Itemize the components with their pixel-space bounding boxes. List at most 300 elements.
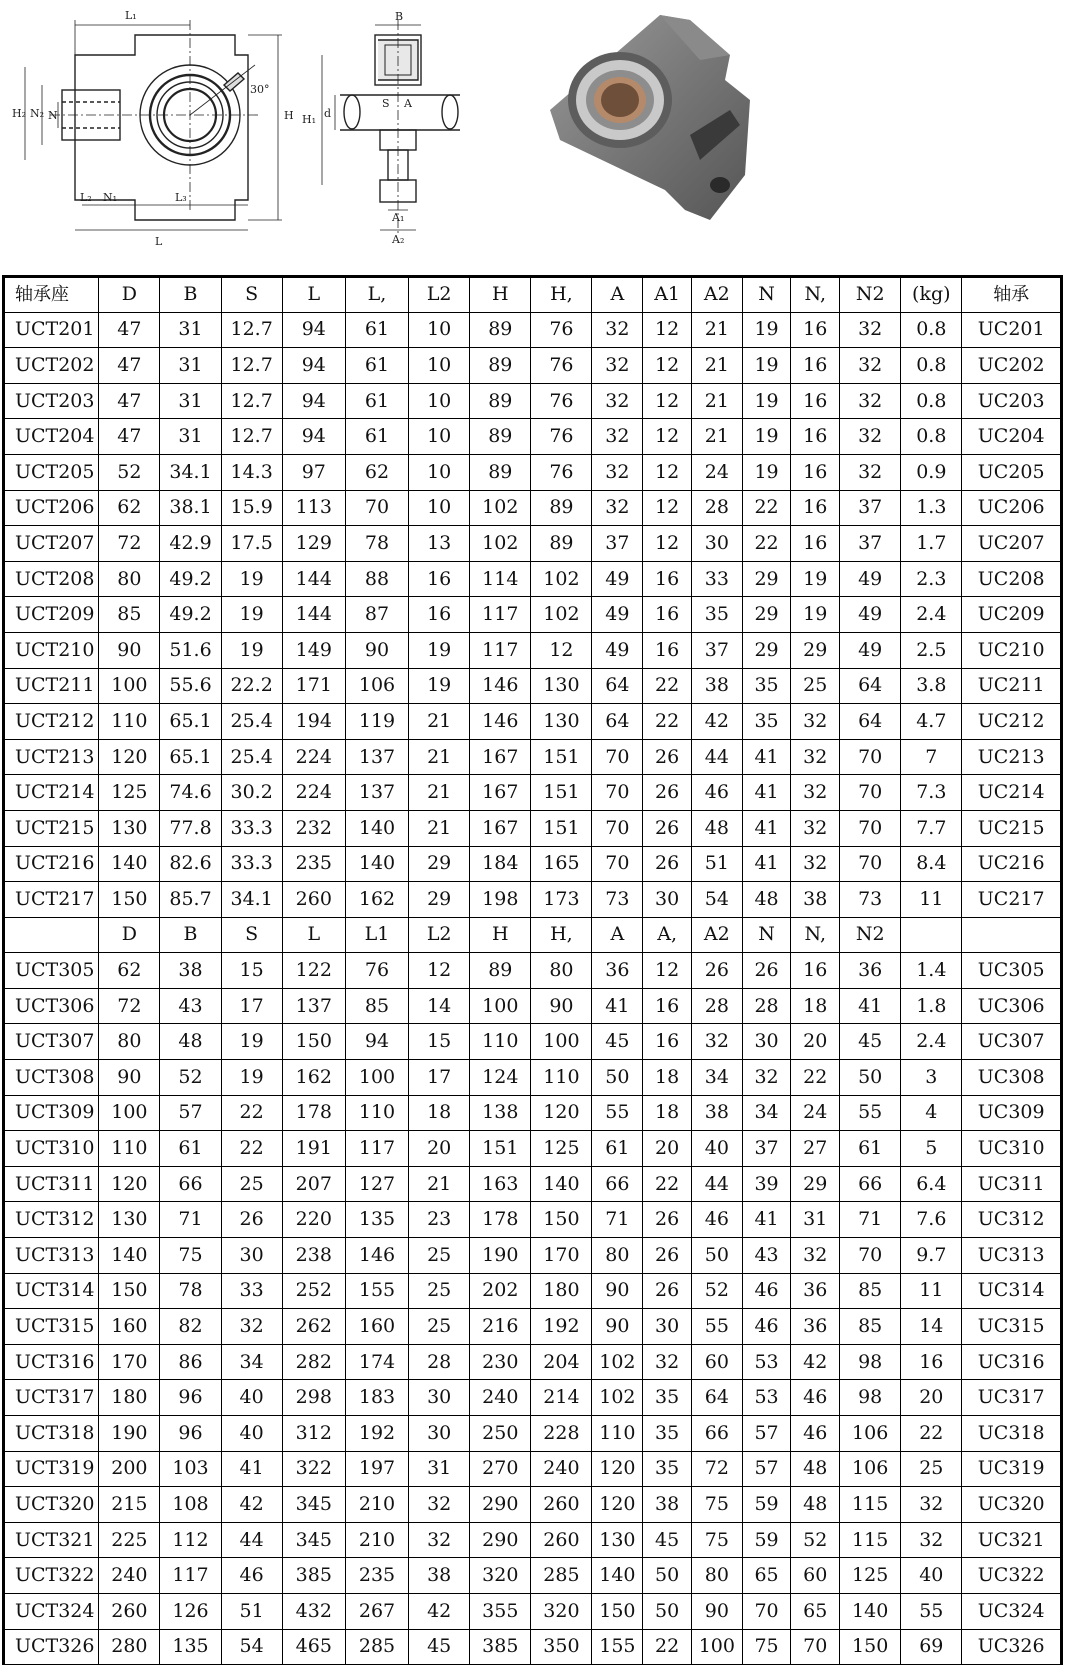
table-cell: 11 bbox=[901, 882, 962, 918]
table-cell: 16 bbox=[791, 348, 840, 384]
table-cell: 61 bbox=[345, 383, 408, 419]
table-cell: 72 bbox=[99, 526, 160, 562]
table-cell: 55 bbox=[592, 1095, 643, 1131]
table-cell: 4 bbox=[901, 1095, 962, 1131]
table-cell: 30 bbox=[409, 1380, 470, 1416]
header-cell: N2 bbox=[840, 277, 901, 313]
table-cell: UC217 bbox=[962, 882, 1062, 918]
table-cell: 85 bbox=[99, 597, 160, 633]
table-cell: 20 bbox=[791, 1024, 840, 1060]
table-cell: 110 bbox=[99, 1131, 160, 1167]
table-cell: 52 bbox=[99, 454, 160, 490]
table-cell: UC210 bbox=[962, 632, 1062, 668]
table-row bbox=[4, 988, 1062, 1024]
table-cell: 21 bbox=[691, 312, 742, 348]
table-cell: 151 bbox=[531, 775, 592, 811]
table-cell: 21 bbox=[409, 810, 470, 846]
table-cell: 10 bbox=[409, 419, 470, 455]
table-cell: 24 bbox=[791, 1095, 840, 1131]
table-cell: 94 bbox=[282, 348, 345, 384]
table-cell: 191 bbox=[282, 1131, 345, 1167]
table-cell: 19 bbox=[221, 561, 282, 597]
table-cell: 74.6 bbox=[160, 775, 221, 811]
table-cell: UC326 bbox=[962, 1629, 1062, 1665]
table-cell: 89 bbox=[470, 312, 531, 348]
table-cell: 12 bbox=[643, 419, 692, 455]
table-cell: 60 bbox=[791, 1558, 840, 1594]
table-row bbox=[4, 348, 1062, 384]
table-cell: UCT211 bbox=[4, 668, 99, 704]
table-cell: 345 bbox=[282, 1522, 345, 1558]
table-cell: 21 bbox=[409, 739, 470, 775]
table-cell: 82.6 bbox=[160, 846, 221, 882]
table-row bbox=[4, 810, 1062, 846]
table-cell: 129 bbox=[282, 526, 345, 562]
table-cell: 34.1 bbox=[221, 882, 282, 918]
table-cell: 165 bbox=[531, 846, 592, 882]
table-cell: 49.2 bbox=[160, 597, 221, 633]
table-cell: 14 bbox=[409, 988, 470, 1024]
table-cell: 7.3 bbox=[901, 775, 962, 811]
table-cell: 33.3 bbox=[221, 846, 282, 882]
table-cell: 280 bbox=[99, 1629, 160, 1665]
table-cell: 49 bbox=[592, 561, 643, 597]
table-cell: 32 bbox=[592, 383, 643, 419]
table-cell: 150 bbox=[840, 1629, 901, 1665]
table-cell: 40 bbox=[901, 1558, 962, 1594]
table-cell: 32 bbox=[901, 1487, 962, 1523]
table-cell: UCT320 bbox=[4, 1487, 99, 1523]
table-cell: 19 bbox=[221, 1024, 282, 1060]
table-cell: 130 bbox=[99, 1202, 160, 1238]
table-cell: 32 bbox=[592, 348, 643, 384]
table-cell: 125 bbox=[531, 1131, 592, 1167]
table-cell: 42 bbox=[791, 1344, 840, 1380]
header-cell: L bbox=[282, 277, 345, 313]
table-cell: 32 bbox=[791, 704, 840, 740]
table-row bbox=[4, 1416, 1062, 1452]
table-cell: 76 bbox=[531, 419, 592, 455]
label-H2: H₂ bbox=[12, 107, 27, 120]
table-cell: 76 bbox=[531, 383, 592, 419]
table-cell: 49 bbox=[840, 597, 901, 633]
table-cell: 61 bbox=[345, 419, 408, 455]
table-cell: 137 bbox=[345, 775, 408, 811]
table-cell: 22 bbox=[791, 1060, 840, 1096]
table-cell: 75 bbox=[742, 1629, 791, 1665]
table-cell: 224 bbox=[282, 775, 345, 811]
table-cell: 12 bbox=[643, 953, 692, 989]
table-cell: 33 bbox=[221, 1273, 282, 1309]
table-cell: UCT203 bbox=[4, 383, 99, 419]
table-row bbox=[4, 1024, 1062, 1060]
table-cell: 1.8 bbox=[901, 988, 962, 1024]
label-d: d bbox=[324, 107, 332, 120]
table-cell: 30 bbox=[742, 1024, 791, 1060]
table-cell: 66 bbox=[160, 1166, 221, 1202]
table-cell: 32 bbox=[409, 1522, 470, 1558]
table-cell: 36 bbox=[592, 953, 643, 989]
table-cell: 2.5 bbox=[901, 632, 962, 668]
table-cell: 32 bbox=[643, 1344, 692, 1380]
table-cell: UC321 bbox=[962, 1522, 1062, 1558]
table-cell: UC213 bbox=[962, 739, 1062, 775]
label-N1: N₁ bbox=[103, 191, 118, 204]
table-row bbox=[4, 1273, 1062, 1309]
table-cell: 140 bbox=[531, 1166, 592, 1202]
table-cell: 140 bbox=[345, 846, 408, 882]
table-cell: 32 bbox=[791, 739, 840, 775]
table-cell: 70 bbox=[592, 775, 643, 811]
table-cell: 75 bbox=[691, 1522, 742, 1558]
table-cell: 8.4 bbox=[901, 846, 962, 882]
table-cell: 42 bbox=[409, 1593, 470, 1629]
header-cell: N bbox=[742, 277, 791, 313]
table-cell: UCT315 bbox=[4, 1309, 99, 1345]
label-L: L bbox=[155, 235, 163, 248]
table-cell: 64 bbox=[840, 704, 901, 740]
table-cell: 130 bbox=[531, 668, 592, 704]
table-cell: 17 bbox=[409, 1060, 470, 1096]
table-cell: 16 bbox=[643, 632, 692, 668]
table-cell: 61 bbox=[345, 348, 408, 384]
table-cell: 102 bbox=[592, 1380, 643, 1416]
table-cell: UCT207 bbox=[4, 526, 99, 562]
header-cell: H bbox=[470, 277, 531, 313]
table-cell: 35 bbox=[691, 597, 742, 633]
table-cell: 127 bbox=[345, 1166, 408, 1202]
table-cell: 76 bbox=[531, 454, 592, 490]
table-cell: 155 bbox=[345, 1273, 408, 1309]
table-cell: 38 bbox=[691, 668, 742, 704]
table-cell: 115 bbox=[840, 1487, 901, 1523]
header-cell: L, bbox=[345, 277, 408, 313]
table-row bbox=[4, 490, 1062, 526]
table-cell: 140 bbox=[99, 846, 160, 882]
table-cell: 85 bbox=[840, 1273, 901, 1309]
table-cell: UCT312 bbox=[4, 1202, 99, 1238]
table-cell: 76 bbox=[531, 312, 592, 348]
table-cell: 350 bbox=[531, 1629, 592, 1665]
header-cell: A2 bbox=[691, 277, 742, 313]
table-cell: UCT209 bbox=[4, 597, 99, 633]
table-cell: 70 bbox=[592, 846, 643, 882]
table-cell: UC214 bbox=[962, 775, 1062, 811]
header-cell: L1 bbox=[345, 917, 408, 953]
table-cell: 110 bbox=[99, 704, 160, 740]
table-cell: 59 bbox=[742, 1522, 791, 1558]
table-cell: UCT310 bbox=[4, 1131, 99, 1167]
table-cell: 21 bbox=[409, 775, 470, 811]
table-cell: 49 bbox=[840, 632, 901, 668]
header-cell: A bbox=[592, 917, 643, 953]
table-cell: 26 bbox=[643, 1238, 692, 1274]
table-cell: 38.1 bbox=[160, 490, 221, 526]
table-cell: 90 bbox=[592, 1273, 643, 1309]
table-cell: UC215 bbox=[962, 810, 1062, 846]
table-cell: 22 bbox=[742, 490, 791, 526]
table-cell: 47 bbox=[99, 348, 160, 384]
table-cell: 2.3 bbox=[901, 561, 962, 597]
table-cell: UC322 bbox=[962, 1558, 1062, 1594]
table-cell: 40 bbox=[221, 1380, 282, 1416]
header-cell: A, bbox=[643, 917, 692, 953]
header-cell: N, bbox=[791, 917, 840, 953]
table-cell: UCT322 bbox=[4, 1558, 99, 1594]
table-cell: 285 bbox=[345, 1629, 408, 1665]
table-cell: 235 bbox=[282, 846, 345, 882]
table-row bbox=[4, 419, 1062, 455]
table-cell: 140 bbox=[840, 1593, 901, 1629]
table-cell: 10 bbox=[409, 454, 470, 490]
table-cell: 33.3 bbox=[221, 810, 282, 846]
table-cell: 80 bbox=[531, 953, 592, 989]
table-cell: 29 bbox=[791, 1166, 840, 1202]
table-cell: 78 bbox=[160, 1273, 221, 1309]
table-cell: 322 bbox=[282, 1451, 345, 1487]
table-cell: UC212 bbox=[962, 704, 1062, 740]
table-row bbox=[4, 1060, 1062, 1096]
table-cell: 102 bbox=[531, 597, 592, 633]
table-cell: 178 bbox=[282, 1095, 345, 1131]
table-cell: UC202 bbox=[962, 348, 1062, 384]
table-cell: 0.8 bbox=[901, 419, 962, 455]
table-cell: 171 bbox=[282, 668, 345, 704]
table-cell: 130 bbox=[99, 810, 160, 846]
table-cell: 76 bbox=[345, 953, 408, 989]
table-cell: UC204 bbox=[962, 419, 1062, 455]
table-cell: 89 bbox=[470, 953, 531, 989]
header-cell: B bbox=[160, 277, 221, 313]
table-cell: 49 bbox=[592, 632, 643, 668]
table-cell: 48 bbox=[791, 1451, 840, 1487]
table-cell: 46 bbox=[742, 1273, 791, 1309]
table-cell: 345 bbox=[282, 1487, 345, 1523]
table-cell: 7.7 bbox=[901, 810, 962, 846]
table-cell: 224 bbox=[282, 739, 345, 775]
take-up-unit-illustration bbox=[540, 0, 805, 230]
table-cell: 35 bbox=[742, 668, 791, 704]
table-cell: 0.8 bbox=[901, 383, 962, 419]
table-cell: 260 bbox=[531, 1487, 592, 1523]
table-cell: 120 bbox=[99, 739, 160, 775]
table-cell: 62 bbox=[345, 454, 408, 490]
table-cell: 19 bbox=[221, 597, 282, 633]
table-cell: UC309 bbox=[962, 1095, 1062, 1131]
table-row bbox=[4, 668, 1062, 704]
table-cell: 240 bbox=[470, 1380, 531, 1416]
table-cell: 46 bbox=[791, 1380, 840, 1416]
table-cell: 69 bbox=[901, 1629, 962, 1665]
table-cell: 30 bbox=[643, 882, 692, 918]
table-cell: 180 bbox=[531, 1273, 592, 1309]
table-cell: 37 bbox=[840, 490, 901, 526]
header-cell: 轴承 bbox=[962, 277, 1062, 313]
table-cell: 57 bbox=[742, 1416, 791, 1452]
table-cell: 30 bbox=[221, 1238, 282, 1274]
table-cell: 39 bbox=[742, 1166, 791, 1202]
header-cell: H bbox=[470, 917, 531, 953]
table-cell: 32 bbox=[592, 312, 643, 348]
table-cell: 29 bbox=[409, 882, 470, 918]
table-cell: 26 bbox=[643, 846, 692, 882]
table-cell: 10 bbox=[409, 312, 470, 348]
table-cell: 100 bbox=[345, 1060, 408, 1096]
table-cell: 17.5 bbox=[221, 526, 282, 562]
table-cell: 214 bbox=[531, 1380, 592, 1416]
table-cell: UCT206 bbox=[4, 490, 99, 526]
table-cell: 89 bbox=[470, 383, 531, 419]
table-cell: UC313 bbox=[962, 1238, 1062, 1274]
label-A: A bbox=[404, 97, 412, 110]
table-cell: 125 bbox=[840, 1558, 901, 1594]
table-cell: 260 bbox=[282, 882, 345, 918]
table-cell: 90 bbox=[99, 632, 160, 668]
table-cell: 70 bbox=[345, 490, 408, 526]
table-cell: 45 bbox=[409, 1629, 470, 1665]
table-cell: 29 bbox=[742, 561, 791, 597]
table-cell: 28 bbox=[409, 1344, 470, 1380]
header-cell: N bbox=[742, 917, 791, 953]
table-cell: 30 bbox=[409, 1416, 470, 1452]
table-cell: 19 bbox=[742, 348, 791, 384]
table-cell: 170 bbox=[531, 1238, 592, 1274]
table-cell: 115 bbox=[840, 1522, 901, 1558]
table-cell: 46 bbox=[791, 1416, 840, 1452]
header-cell bbox=[4, 917, 99, 953]
table-cell: 65.1 bbox=[160, 739, 221, 775]
table-cell: 35 bbox=[643, 1416, 692, 1452]
table-cell: 31 bbox=[160, 312, 221, 348]
table-cell: 238 bbox=[282, 1238, 345, 1274]
table-cell: 76 bbox=[531, 348, 592, 384]
table-cell: 15 bbox=[409, 1024, 470, 1060]
table-cell: 160 bbox=[345, 1309, 408, 1345]
side-view-drawing bbox=[300, 5, 480, 250]
table-cell: 61 bbox=[160, 1131, 221, 1167]
table-cell: 11 bbox=[901, 1273, 962, 1309]
table-cell: 385 bbox=[282, 1558, 345, 1594]
table-cell: 90 bbox=[592, 1309, 643, 1345]
table-cell: 103 bbox=[160, 1451, 221, 1487]
table-cell: 32 bbox=[791, 1238, 840, 1274]
table-row bbox=[4, 1487, 1062, 1523]
table-cell: 50 bbox=[592, 1060, 643, 1096]
table-cell: 19 bbox=[742, 454, 791, 490]
table-cell: 48 bbox=[791, 1487, 840, 1523]
table-cell: 3 bbox=[901, 1060, 962, 1096]
table-row bbox=[4, 882, 1062, 918]
table-cell: 100 bbox=[99, 1095, 160, 1131]
table-cell: 45 bbox=[840, 1024, 901, 1060]
table-cell: 140 bbox=[345, 810, 408, 846]
table-cell: UCT317 bbox=[4, 1380, 99, 1416]
table-cell: 47 bbox=[99, 383, 160, 419]
table-cell: UCT217 bbox=[4, 882, 99, 918]
table-cell: 72 bbox=[691, 1451, 742, 1487]
table-row bbox=[4, 312, 1062, 348]
table-cell: 90 bbox=[691, 1593, 742, 1629]
table-cell: UCT213 bbox=[4, 739, 99, 775]
table-cell: UC203 bbox=[962, 383, 1062, 419]
table-cell: 65 bbox=[791, 1593, 840, 1629]
table-cell: 167 bbox=[470, 775, 531, 811]
table-cell: 117 bbox=[345, 1131, 408, 1167]
label-N2: N₂ bbox=[30, 107, 45, 120]
table-cell: 32 bbox=[840, 383, 901, 419]
table-cell: 25 bbox=[409, 1273, 470, 1309]
table-row bbox=[4, 1166, 1062, 1202]
table-cell: 22 bbox=[643, 668, 692, 704]
table-cell: 41 bbox=[742, 739, 791, 775]
table-cell: 43 bbox=[742, 1238, 791, 1274]
table-cell: UC211 bbox=[962, 668, 1062, 704]
table-row bbox=[4, 383, 1062, 419]
table-cell: 48 bbox=[691, 810, 742, 846]
table-cell: UCT215 bbox=[4, 810, 99, 846]
header-cell: D bbox=[99, 917, 160, 953]
table-cell: 41 bbox=[742, 846, 791, 882]
table-cell: 12.7 bbox=[221, 312, 282, 348]
header-cell: N2 bbox=[840, 917, 901, 953]
table-row bbox=[4, 846, 1062, 882]
table-cell: UC318 bbox=[962, 1416, 1062, 1452]
table-cell: 26 bbox=[221, 1202, 282, 1238]
table-cell: 20 bbox=[643, 1131, 692, 1167]
table-cell: 22.2 bbox=[221, 668, 282, 704]
table-cell: UCT306 bbox=[4, 988, 99, 1024]
table-row bbox=[4, 1380, 1062, 1416]
table-cell: 51.6 bbox=[160, 632, 221, 668]
table-cell: UCT319 bbox=[4, 1451, 99, 1487]
table-cell: 41 bbox=[840, 988, 901, 1024]
table-cell: 10 bbox=[409, 348, 470, 384]
table-cell: 2.4 bbox=[901, 1024, 962, 1060]
table-cell: UC307 bbox=[962, 1024, 1062, 1060]
header-cell: L2 bbox=[409, 917, 470, 953]
table-cell: 65 bbox=[742, 1558, 791, 1594]
table-cell: 28 bbox=[742, 988, 791, 1024]
table-cell: UCT316 bbox=[4, 1344, 99, 1380]
header-cell: H, bbox=[531, 917, 592, 953]
table-cell: 100 bbox=[531, 1024, 592, 1060]
table-cell: 64 bbox=[840, 668, 901, 704]
table-cell: 113 bbox=[282, 490, 345, 526]
table-cell: 19 bbox=[742, 383, 791, 419]
table-cell: 26 bbox=[643, 810, 692, 846]
table-cell: UC311 bbox=[962, 1166, 1062, 1202]
table-cell: 38 bbox=[791, 882, 840, 918]
table-cell: 124 bbox=[470, 1060, 531, 1096]
table-cell: 16 bbox=[791, 419, 840, 455]
table-cell: 235 bbox=[345, 1558, 408, 1594]
table-cell: 7 bbox=[901, 739, 962, 775]
table-cell: 110 bbox=[531, 1060, 592, 1096]
table-cell: 220 bbox=[282, 1202, 345, 1238]
table-cell: 90 bbox=[531, 988, 592, 1024]
table-cell: 52 bbox=[160, 1060, 221, 1096]
table-cell: 44 bbox=[691, 739, 742, 775]
table-cell: 98 bbox=[840, 1344, 901, 1380]
table-cell: 285 bbox=[531, 1558, 592, 1594]
table-cell: 197 bbox=[345, 1451, 408, 1487]
table-cell: 51 bbox=[691, 846, 742, 882]
table-cell: 0.8 bbox=[901, 312, 962, 348]
table-cell: 85 bbox=[345, 988, 408, 1024]
table-cell: 146 bbox=[470, 668, 531, 704]
table-cell: 216 bbox=[470, 1309, 531, 1345]
table-cell: 18 bbox=[409, 1095, 470, 1131]
